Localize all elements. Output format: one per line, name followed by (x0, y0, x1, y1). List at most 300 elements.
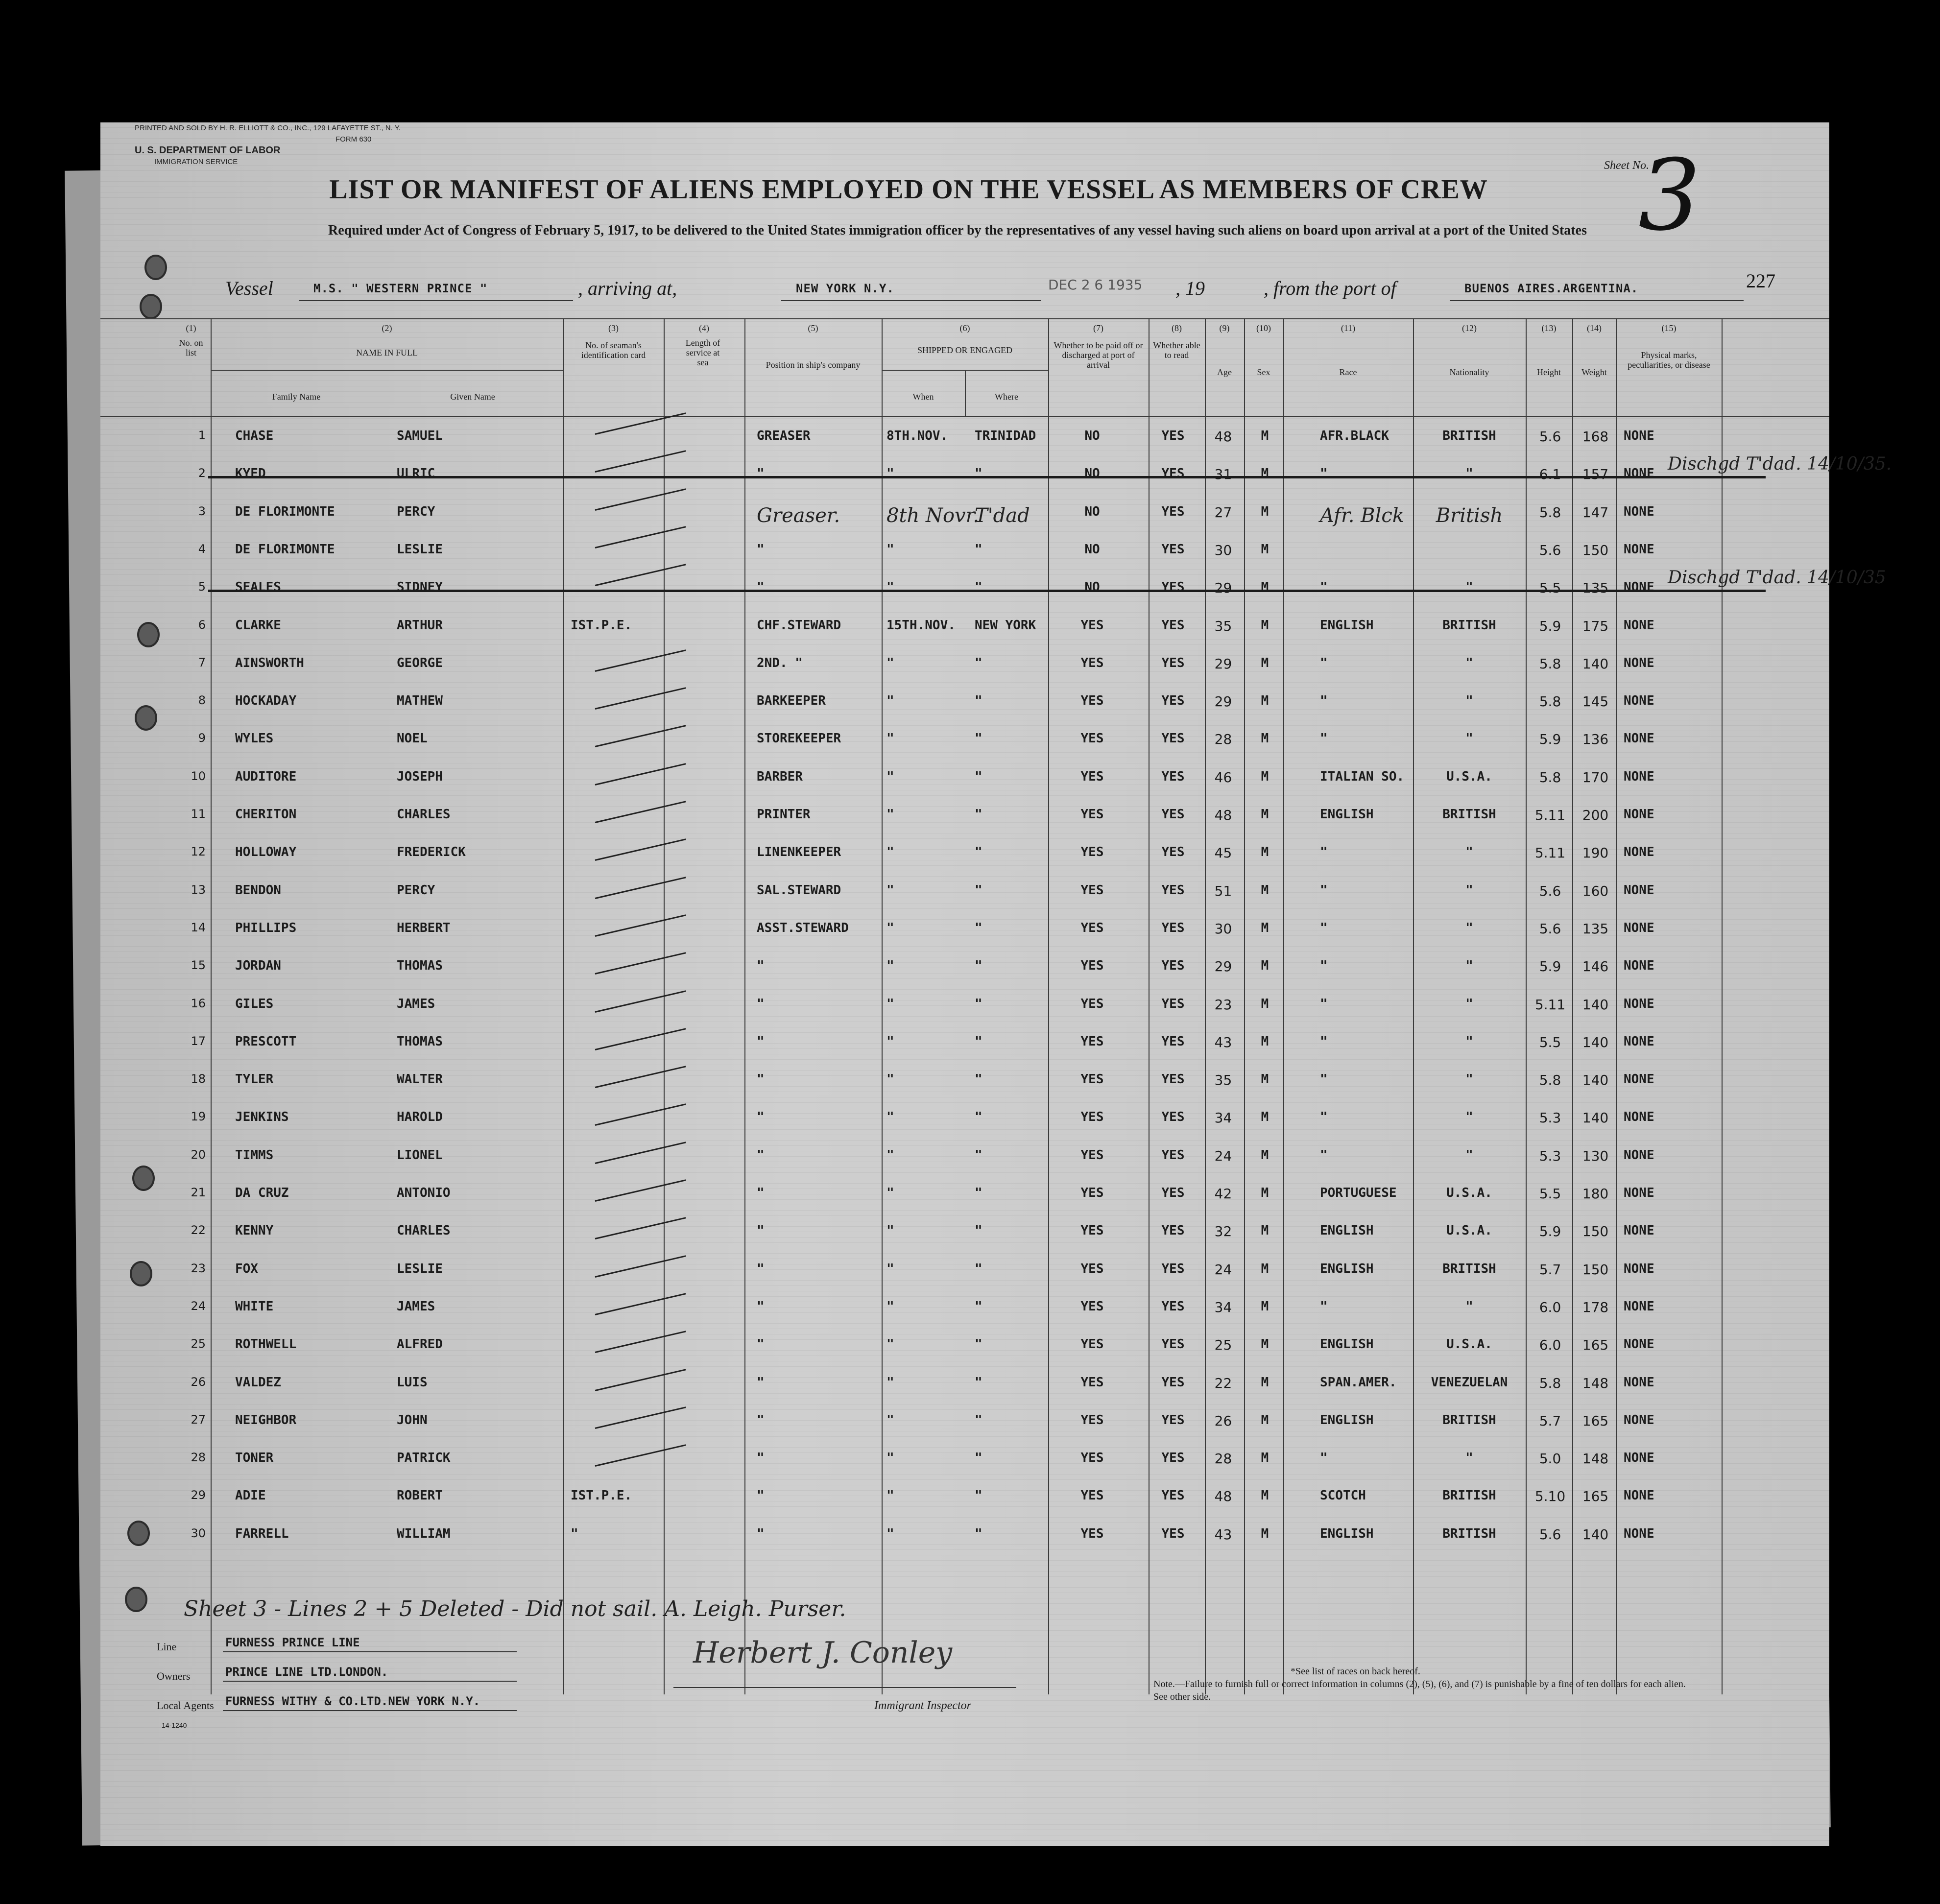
race: " (1320, 1147, 1328, 1163)
document-title: LIST OR MANIFEST OF ALIENS EMPLOYED ON THE VESSEL AS MEMBERS OF CREW (329, 174, 1488, 205)
paid-off: YES (1080, 769, 1104, 784)
shipped-where: " (975, 1375, 982, 1390)
given-name: THOMAS (397, 1034, 443, 1049)
race: ITALIAN SO. (1320, 769, 1405, 784)
weight: 148 (1582, 1451, 1609, 1467)
able-to-read: YES (1161, 807, 1185, 822)
table-row (100, 1299, 1829, 1337)
row-number: 10 (191, 769, 206, 783)
physical-marks: NONE (1624, 1412, 1654, 1428)
family-name: PRESCOTT (235, 1034, 297, 1049)
sex: M (1261, 693, 1269, 709)
family-name: CLARKE (235, 618, 281, 633)
given-name: NOEL (397, 731, 428, 746)
weight: 135 (1582, 580, 1609, 596)
nationality: " (1465, 996, 1473, 1011)
sex: M (1261, 996, 1269, 1011)
height: 5.6 (1539, 428, 1561, 445)
paid-off: YES (1080, 807, 1104, 822)
nationality: " (1465, 845, 1473, 860)
vessel-underline (299, 300, 573, 301)
paid-off: YES (1080, 1147, 1104, 1163)
given-name: PERCY (397, 882, 435, 898)
nationality: BRITISH (1442, 807, 1496, 822)
able-to-read: YES (1161, 1526, 1185, 1541)
age: 48 (1214, 1488, 1232, 1505)
race: " (1320, 693, 1328, 709)
family-name: DA CRUZ (235, 1186, 289, 1200)
race: ENGLISH (1320, 807, 1374, 822)
position: STOREKEEPER (757, 731, 841, 746)
given-name: LESLIE (397, 1261, 443, 1276)
deleted-line-strike (208, 590, 1766, 592)
physical-marks: NONE (1624, 807, 1654, 822)
vessel-name: M.S. " WESTERN PRINCE " (313, 282, 488, 295)
given-name: LUIS (397, 1375, 428, 1390)
identification-card: IST.P.E. (571, 618, 632, 633)
arriving-underline (781, 300, 1041, 301)
sex: M (1261, 580, 1269, 595)
family-name: NEIGHBOR (235, 1412, 297, 1428)
given-name: MATHEW (397, 693, 443, 709)
family-name: JENKINS (235, 1110, 289, 1125)
family-name: AUDITORE (235, 769, 297, 784)
age: 31 (1214, 466, 1232, 483)
row-number: 3 (198, 504, 206, 518)
sex: M (1261, 504, 1269, 519)
nationality: BRITISH (1442, 1526, 1496, 1541)
age: 32 (1214, 1223, 1232, 1240)
age: 22 (1214, 1375, 1232, 1391)
shipped-when: " (886, 1186, 894, 1200)
sex: M (1261, 1034, 1269, 1049)
weight: 180 (1582, 1186, 1609, 1202)
column-header-no: No. on list (179, 338, 203, 357)
shipped-where: " (975, 1337, 982, 1352)
arriving-port: NEW YORK N.Y. (796, 282, 894, 295)
weight: 150 (1582, 1261, 1609, 1278)
position: " (757, 1526, 765, 1541)
able-to-read: YES (1161, 466, 1185, 481)
able-to-read: YES (1161, 769, 1185, 784)
shipped-when: " (886, 1337, 894, 1352)
physical-marks: NONE (1624, 1451, 1654, 1466)
position: " (757, 1412, 765, 1428)
shipped-when: 8TH.NOV. (886, 428, 948, 443)
discharge-annotation: Dischgd T'dad. 14/10/35. (1668, 454, 1892, 475)
shipped-where: " (975, 1526, 982, 1541)
family-name: KYED (235, 466, 266, 481)
weight: 135 (1582, 920, 1609, 937)
physical-marks: NONE (1624, 1526, 1654, 1541)
physical-marks: NONE (1624, 958, 1654, 974)
agents-underline (223, 1710, 517, 1711)
position: " (757, 1375, 765, 1390)
height: 6.0 (1539, 1299, 1561, 1315)
notes (1153, 1665, 1692, 1703)
shipped-where: " (975, 542, 982, 557)
age: 34 (1214, 1299, 1232, 1315)
table-row (100, 921, 1829, 958)
family-name: FARRELL (235, 1526, 289, 1541)
age: 27 (1214, 504, 1232, 521)
nationality: " (1465, 1034, 1473, 1049)
table-row (100, 1034, 1829, 1072)
owners-value: PRINCE LINE LTD.LONDON. (225, 1665, 388, 1679)
height: 5.9 (1539, 1223, 1561, 1240)
physical-marks: NONE (1624, 580, 1654, 595)
height: 5.11 (1534, 845, 1566, 861)
shipped-where: TRINIDAD (975, 428, 1036, 443)
family-name: WYLES (235, 731, 274, 746)
position: " (757, 958, 765, 974)
given-name: ULRIC (397, 466, 435, 481)
age: 29 (1214, 655, 1232, 672)
weight: 168 (1582, 428, 1609, 445)
weight: 140 (1582, 1110, 1609, 1126)
physical-marks: NONE (1624, 618, 1654, 633)
shipped-when: " (886, 882, 894, 898)
weight: 165 (1582, 1488, 1609, 1505)
vessel-label: Vessel (225, 277, 273, 299)
given-name: ANTONIO (397, 1186, 451, 1200)
row-number: 15 (191, 958, 206, 973)
shipped-when: " (886, 807, 894, 822)
paid-off: YES (1080, 1072, 1104, 1087)
row-number: 8 (198, 693, 206, 708)
race: " (1320, 655, 1328, 670)
paid-off: YES (1080, 845, 1104, 860)
physical-marks: NONE (1624, 1072, 1654, 1087)
nationality: BRITISH (1442, 1261, 1496, 1276)
family-name: HOLLOWAY (235, 845, 297, 860)
paid-off: YES (1080, 1223, 1104, 1238)
table-row (100, 504, 1829, 542)
paid-off: YES (1080, 1110, 1104, 1125)
family-name: TONER (235, 1451, 274, 1466)
position: " (757, 1110, 765, 1125)
given-name: PERCY (397, 504, 435, 519)
race: SPAN.AMER. (1320, 1375, 1397, 1390)
sex: M (1261, 1072, 1269, 1087)
document-subtitle: Required under Act of Congress of February 5, 1917, to be delivered to the United States immigration officer by the representatives of any vessel having such aliens on board upon arrival at a port of the United States (328, 223, 1587, 238)
age: 30 (1214, 542, 1232, 558)
paid-off: YES (1080, 731, 1104, 746)
owners-underline (223, 1681, 517, 1682)
physical-marks: NONE (1624, 655, 1654, 670)
row-number: 14 (191, 920, 206, 934)
table-row (100, 731, 1829, 769)
height: 5.8 (1539, 1072, 1561, 1089)
race: " (1320, 580, 1328, 595)
physical-marks: NONE (1624, 731, 1654, 746)
height: 5.9 (1539, 958, 1561, 975)
physical-marks: NONE (1624, 466, 1654, 481)
row-number: 1 (198, 428, 206, 442)
age: 35 (1214, 1072, 1232, 1089)
physical-marks: NONE (1624, 1337, 1654, 1352)
position: LINENKEEPER (757, 845, 841, 860)
position: " (757, 580, 765, 595)
column-number: (11) (1341, 323, 1356, 333)
able-to-read: YES (1161, 1034, 1185, 1049)
shipped-where: " (975, 1261, 982, 1276)
family-name: VALDEZ (235, 1375, 281, 1390)
paid-off: YES (1080, 1261, 1104, 1276)
paid-off: YES (1080, 1526, 1104, 1541)
from-port-underline (1450, 300, 1744, 301)
race: AFR.BLACK (1320, 428, 1389, 443)
nationality: " (1465, 1072, 1473, 1087)
table-row (100, 807, 1829, 845)
nationality: " (1465, 1147, 1473, 1163)
able-to-read: YES (1161, 1412, 1185, 1428)
table-row (100, 1488, 1829, 1526)
physical-marks: NONE (1624, 428, 1654, 443)
age: 35 (1214, 618, 1232, 634)
weight: 150 (1582, 542, 1609, 558)
sex: M (1261, 958, 1269, 974)
table-row (100, 1148, 1829, 1186)
physical-marks: NONE (1624, 542, 1654, 557)
race: " (1320, 1110, 1328, 1125)
able-to-read: YES (1161, 655, 1185, 670)
shipped-when: " (886, 1375, 894, 1390)
nationality: " (1465, 958, 1473, 974)
column-number: (1) (186, 323, 196, 333)
height: 5.6 (1539, 920, 1561, 937)
age: 26 (1214, 1412, 1232, 1429)
paid-off: YES (1080, 1299, 1104, 1314)
able-to-read: YES (1161, 1147, 1185, 1163)
family-name: AINSWORTH (235, 655, 304, 670)
age: 28 (1214, 731, 1232, 748)
column-header-nationality: Nationality (1449, 367, 1489, 377)
race: " (1320, 1299, 1328, 1314)
signature-underline (673, 1687, 1016, 1688)
race: " (1320, 731, 1328, 746)
nationality: " (1465, 466, 1473, 481)
height: 5.0 (1539, 1451, 1561, 1467)
sex: M (1261, 1223, 1269, 1238)
family-name: PHILLIPS (235, 920, 297, 935)
shipped-when: " (886, 1299, 894, 1314)
position: ASST.STEWARD (757, 920, 849, 935)
family-name: DE FLORIMONTE (235, 542, 335, 557)
position: CHF.STEWARD (757, 618, 841, 633)
age: 29 (1214, 693, 1232, 710)
height: 5.9 (1539, 618, 1561, 634)
weight: 175 (1582, 618, 1609, 634)
race: ENGLISH (1320, 1261, 1374, 1276)
identification-card: " (571, 1526, 578, 1541)
paid-off: YES (1080, 996, 1104, 1011)
paid-off: YES (1080, 1375, 1104, 1390)
column-header-paid-off: Whether to be paid off or discharged at port of arrival (1054, 340, 1143, 370)
family-name: JORDAN (235, 958, 281, 974)
able-to-read: YES (1161, 920, 1185, 935)
physical-marks: NONE (1624, 1261, 1654, 1276)
position: " (757, 1261, 765, 1276)
nationality: U.S.A. (1446, 1337, 1492, 1352)
nationality: " (1465, 920, 1473, 935)
table-row (100, 1413, 1829, 1451)
row-number: 25 (191, 1337, 206, 1351)
height: 5.7 (1539, 1412, 1561, 1429)
from-port-label: , from the port of (1264, 277, 1396, 299)
column-header-shipped: SHIPPED OR ENGAGED (917, 345, 1012, 355)
discharge-annotation: Dischgd T'dad. 14/10/35 (1668, 568, 1886, 588)
paid-off: NO (1084, 504, 1100, 519)
height: 5.10 (1534, 1488, 1566, 1505)
race: Afr. Blck (1320, 504, 1404, 527)
given-name: LIONEL (397, 1147, 443, 1163)
able-to-read: YES (1161, 428, 1185, 443)
row-number: 12 (191, 845, 206, 859)
stamped-page-number: 227 (1746, 270, 1775, 292)
able-to-read: YES (1161, 1110, 1185, 1125)
sex: M (1261, 1337, 1269, 1352)
able-to-read: YES (1161, 1337, 1185, 1352)
shipped-when: " (886, 1412, 894, 1428)
row-number: 26 (191, 1375, 206, 1389)
race: " (1320, 996, 1328, 1011)
position: SAL.STEWARD (757, 882, 841, 898)
row-number: 4 (198, 542, 206, 556)
weight: 178 (1582, 1299, 1609, 1315)
weight: 190 (1582, 845, 1609, 861)
shipped-where: " (975, 807, 982, 822)
shipped-when: " (886, 996, 894, 1011)
shipped-when: " (886, 542, 894, 557)
sex: M (1261, 1526, 1269, 1541)
table-row (100, 454, 1892, 504)
nationality: U.S.A. (1446, 1223, 1492, 1238)
physical-marks: NONE (1624, 882, 1654, 898)
row-number: 18 (191, 1072, 206, 1086)
height: 6.1 (1539, 466, 1561, 483)
form-number: FORM 630 (335, 135, 372, 143)
given-name: CHARLES (397, 1223, 451, 1238)
nationality: U.S.A. (1446, 769, 1492, 784)
identification-card: IST.P.E. (571, 1488, 632, 1503)
given-name: SAMUEL (397, 428, 443, 443)
height: 5.5 (1539, 1034, 1561, 1050)
race: " (1320, 466, 1328, 481)
family-name: KENNY (235, 1223, 274, 1238)
shipped-when: " (886, 958, 894, 974)
shipped-where: " (975, 920, 982, 935)
sex: M (1261, 1299, 1269, 1314)
height: 5.3 (1539, 1147, 1561, 1164)
column-number: (13) (1541, 323, 1557, 333)
table-row (100, 1337, 1829, 1375)
shipped-where: " (975, 655, 982, 670)
height: 5.11 (1534, 807, 1566, 823)
age: 29 (1214, 580, 1232, 596)
nationality: " (1465, 580, 1473, 595)
position: " (757, 1451, 765, 1466)
race: ENGLISH (1320, 1526, 1374, 1541)
weight: 148 (1582, 1375, 1609, 1391)
position: " (757, 1186, 765, 1200)
row-number: 5 (198, 580, 206, 594)
race: " (1320, 920, 1328, 935)
age: 46 (1214, 769, 1232, 785)
sex: M (1261, 731, 1269, 746)
shipped-when: " (886, 466, 894, 481)
row-number: 20 (191, 1147, 206, 1162)
column-header-name: NAME IN FULL (356, 348, 418, 357)
paid-off: YES (1080, 958, 1104, 974)
line-value: FURNESS PRINCE LINE (225, 1636, 360, 1649)
given-name: SIDNEY (397, 580, 443, 595)
given-name: HAROLD (397, 1110, 443, 1125)
paid-off: YES (1080, 1186, 1104, 1200)
table-row (100, 997, 1829, 1034)
nationality: " (1465, 1451, 1473, 1466)
column-header-card: No. of seaman's identification card (581, 340, 646, 360)
family-name: TYLER (235, 1072, 274, 1087)
height: 5.7 (1539, 1261, 1561, 1278)
shipped-when: " (886, 1488, 894, 1503)
given-name: FREDERICK (397, 845, 466, 860)
row-number: 9 (198, 731, 206, 745)
physical-marks: NONE (1624, 1034, 1654, 1049)
publisher-imprint (135, 122, 401, 167)
shipped-where: " (975, 1186, 982, 1200)
shipped-where: " (975, 1147, 982, 1163)
race: ENGLISH (1320, 1412, 1374, 1428)
paid-off: YES (1080, 1412, 1104, 1428)
service-name: IMMIGRATION SERVICE (154, 158, 238, 166)
arrival-date-stamp: DEC 2 6 1935 (1048, 277, 1143, 293)
form-code: 14-1240 (162, 1721, 187, 1729)
column-number: (12) (1462, 323, 1477, 333)
column-number: (9) (1219, 323, 1230, 333)
sheet-number-label: Sheet No. (1604, 159, 1649, 172)
position: " (757, 1488, 765, 1503)
table-rule (100, 416, 1829, 417)
family-name: GILES (235, 996, 274, 1011)
age: 29 (1214, 958, 1232, 975)
shipped-where: " (975, 580, 982, 595)
height: 6.0 (1539, 1337, 1561, 1354)
sex: M (1261, 920, 1269, 935)
given-name: JOSEPH (397, 769, 443, 784)
table-row (100, 542, 1829, 580)
sex: M (1261, 1186, 1269, 1200)
able-to-read: YES (1161, 1488, 1185, 1503)
shipped-where: " (975, 731, 982, 746)
sex: M (1261, 882, 1269, 898)
nationality: " (1465, 655, 1473, 670)
age: 45 (1214, 845, 1232, 861)
shipped-where: " (975, 1072, 982, 1087)
row-number: 29 (191, 1488, 206, 1502)
table-row (100, 1072, 1829, 1110)
race: " (1320, 1451, 1328, 1466)
given-name: WILLIAM (397, 1526, 451, 1541)
shipped-when: " (886, 920, 894, 935)
shipped-when: " (886, 1072, 894, 1087)
shipped-when: 15TH.NOV. (886, 618, 956, 633)
race: " (1320, 1034, 1328, 1049)
nationality: " (1465, 1299, 1473, 1314)
height: 5.8 (1539, 769, 1561, 785)
column-number: (3) (608, 323, 619, 333)
race: " (1320, 1072, 1328, 1087)
